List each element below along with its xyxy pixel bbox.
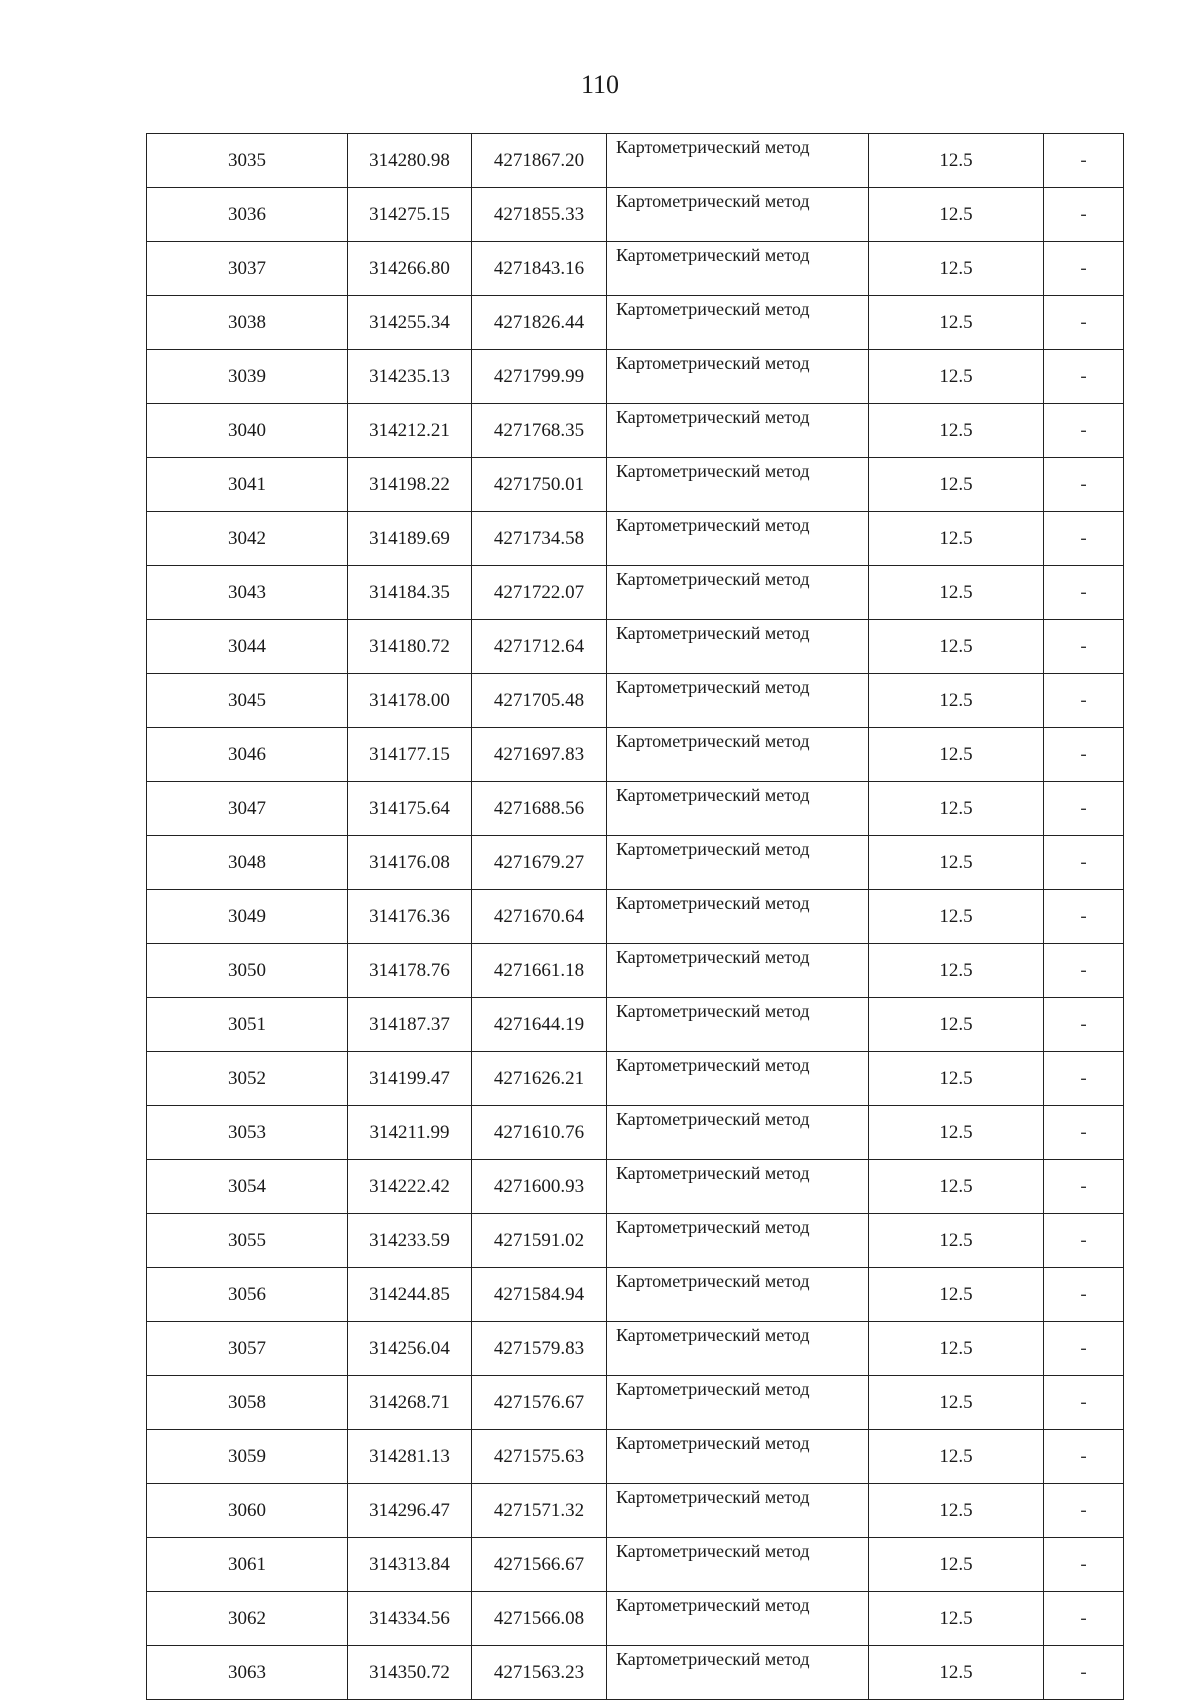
accuracy-cell: 12.5 [869,782,1044,836]
point-number-cell: 3063 [147,1646,348,1700]
note-cell: - [1044,350,1124,404]
note-cell: - [1044,458,1124,512]
table-row [147,998,1124,1052]
table-row [147,134,1124,188]
coordinates-table [146,133,1124,1700]
note-cell: - [1044,1268,1124,1322]
point-number-cell: 3035 [147,134,348,188]
x-coordinate-cell: 314244.85 [348,1268,472,1322]
method-cell: Картометрический метод [607,134,869,188]
page-number: 110 [580,70,620,99]
x-coordinate-cell: 314222.42 [348,1160,472,1214]
y-coordinate-cell: 4271867.20 [472,134,607,188]
y-coordinate-cell: 4271855.33 [472,188,607,242]
accuracy-cell: 12.5 [869,1322,1044,1376]
method-cell: Картометрический метод [607,1322,869,1376]
table-row [147,1268,1124,1322]
y-coordinate-cell: 4271734.58 [472,512,607,566]
x-coordinate-cell: 314175.64 [348,782,472,836]
point-number-cell: 3042 [147,512,348,566]
point-number-cell: 3047 [147,782,348,836]
point-number-cell: 3045 [147,674,348,728]
x-coordinate-cell: 314334.56 [348,1592,472,1646]
note-cell: - [1044,1376,1124,1430]
table-body [147,134,1124,1700]
method-cell: Картометрический метод [607,1646,869,1700]
accuracy-cell: 12.5 [869,1376,1044,1430]
note-cell: - [1044,1538,1124,1592]
y-coordinate-cell: 4271799.99 [472,350,607,404]
method-cell: Картометрический метод [607,782,869,836]
y-coordinate-cell: 4271644.19 [472,998,607,1052]
table-row [147,350,1124,404]
table-row [147,1484,1124,1538]
y-coordinate-cell: 4271722.07 [472,566,607,620]
point-number-cell: 3046 [147,728,348,782]
x-coordinate-cell: 314255.34 [348,296,472,350]
method-cell: Картометрический метод [607,998,869,1052]
method-cell: Картометрический метод [607,890,869,944]
accuracy-cell: 12.5 [869,1160,1044,1214]
point-number-cell: 3059 [147,1430,348,1484]
note-cell: - [1044,1160,1124,1214]
table-row [147,404,1124,458]
y-coordinate-cell: 4271579.83 [472,1322,607,1376]
y-coordinate-cell: 4271566.08 [472,1592,607,1646]
note-cell: - [1044,1106,1124,1160]
point-number-cell: 3043 [147,566,348,620]
note-cell: - [1044,566,1124,620]
point-number-cell: 3062 [147,1592,348,1646]
x-coordinate-cell: 314198.22 [348,458,472,512]
table-row [147,1106,1124,1160]
table-row [147,890,1124,944]
method-cell: Картометрический метод [607,1106,869,1160]
y-coordinate-cell: 4271705.48 [472,674,607,728]
point-number-cell: 3056 [147,1268,348,1322]
point-number-cell: 3061 [147,1538,348,1592]
note-cell: - [1044,134,1124,188]
x-coordinate-cell: 314350.72 [348,1646,472,1700]
table-row [147,782,1124,836]
note-cell: - [1044,836,1124,890]
accuracy-cell: 12.5 [869,836,1044,890]
note-cell: - [1044,512,1124,566]
table-row [147,1538,1124,1592]
y-coordinate-cell: 4271826.44 [472,296,607,350]
note-cell: - [1044,1214,1124,1268]
method-cell: Картометрический метод [607,728,869,782]
x-coordinate-cell: 314199.47 [348,1052,472,1106]
note-cell: - [1044,620,1124,674]
x-coordinate-cell: 314176.36 [348,890,472,944]
x-coordinate-cell: 314275.15 [348,188,472,242]
accuracy-cell: 12.5 [869,404,1044,458]
method-cell: Картометрический метод [607,404,869,458]
accuracy-cell: 12.5 [869,242,1044,296]
accuracy-cell: 12.5 [869,1646,1044,1700]
x-coordinate-cell: 314184.35 [348,566,472,620]
accuracy-cell: 12.5 [869,890,1044,944]
method-cell: Картометрический метод [607,620,869,674]
accuracy-cell: 12.5 [869,350,1044,404]
x-coordinate-cell: 314211.99 [348,1106,472,1160]
table-row [147,512,1124,566]
y-coordinate-cell: 4271697.83 [472,728,607,782]
accuracy-cell: 12.5 [869,1052,1044,1106]
point-number-cell: 3058 [147,1376,348,1430]
point-number-cell: 3049 [147,890,348,944]
accuracy-cell: 12.5 [869,458,1044,512]
x-coordinate-cell: 314233.59 [348,1214,472,1268]
x-coordinate-cell: 314189.69 [348,512,472,566]
y-coordinate-cell: 4271750.01 [472,458,607,512]
accuracy-cell: 12.5 [869,1268,1044,1322]
y-coordinate-cell: 4271712.64 [472,620,607,674]
table-row [147,1214,1124,1268]
table-row [147,728,1124,782]
accuracy-cell: 12.5 [869,296,1044,350]
point-number-cell: 3037 [147,242,348,296]
y-coordinate-cell: 4271591.02 [472,1214,607,1268]
method-cell: Картометрический метод [607,1052,869,1106]
note-cell: - [1044,1646,1124,1700]
point-number-cell: 3053 [147,1106,348,1160]
y-coordinate-cell: 4271571.32 [472,1484,607,1538]
note-cell: - [1044,1430,1124,1484]
table-row [147,296,1124,350]
x-coordinate-cell: 314180.72 [348,620,472,674]
method-cell: Картометрический метод [607,1430,869,1484]
table-row [147,1052,1124,1106]
accuracy-cell: 12.5 [869,1538,1044,1592]
x-coordinate-cell: 314178.00 [348,674,472,728]
table-row [147,1322,1124,1376]
accuracy-cell: 12.5 [869,620,1044,674]
method-cell: Картометрический метод [607,512,869,566]
x-coordinate-cell: 314256.04 [348,1322,472,1376]
y-coordinate-cell: 4271626.21 [472,1052,607,1106]
y-coordinate-cell: 4271688.56 [472,782,607,836]
note-cell: - [1044,728,1124,782]
method-cell: Картометрический метод [607,1592,869,1646]
x-coordinate-cell: 314313.84 [348,1538,472,1592]
note-cell: - [1044,998,1124,1052]
y-coordinate-cell: 4271610.76 [472,1106,607,1160]
point-number-cell: 3051 [147,998,348,1052]
table-row [147,1430,1124,1484]
x-coordinate-cell: 314212.21 [348,404,472,458]
table-row [147,188,1124,242]
method-cell: Картометрический метод [607,242,869,296]
point-number-cell: 3057 [147,1322,348,1376]
x-coordinate-cell: 314266.80 [348,242,472,296]
accuracy-cell: 12.5 [869,566,1044,620]
note-cell: - [1044,1484,1124,1538]
table-row [147,674,1124,728]
method-cell: Картометрический метод [607,674,869,728]
method-cell: Картометрический метод [607,1160,869,1214]
accuracy-cell: 12.5 [869,728,1044,782]
x-coordinate-cell: 314177.15 [348,728,472,782]
method-cell: Картометрический метод [607,458,869,512]
note-cell: - [1044,1592,1124,1646]
table-row [147,566,1124,620]
x-coordinate-cell: 314296.47 [348,1484,472,1538]
note-cell: - [1044,242,1124,296]
accuracy-cell: 12.5 [869,1214,1044,1268]
y-coordinate-cell: 4271679.27 [472,836,607,890]
y-coordinate-cell: 4271563.23 [472,1646,607,1700]
y-coordinate-cell: 4271843.16 [472,242,607,296]
method-cell: Картометрический метод [607,944,869,998]
method-cell: Картометрический метод [607,350,869,404]
accuracy-cell: 12.5 [869,512,1044,566]
method-cell: Картометрический метод [607,188,869,242]
note-cell: - [1044,296,1124,350]
point-number-cell: 3060 [147,1484,348,1538]
point-number-cell: 3040 [147,404,348,458]
point-number-cell: 3054 [147,1160,348,1214]
note-cell: - [1044,674,1124,728]
table-row [147,242,1124,296]
y-coordinate-cell: 4271661.18 [472,944,607,998]
accuracy-cell: 12.5 [869,674,1044,728]
table-row [147,1646,1124,1700]
method-cell: Картометрический метод [607,1484,869,1538]
x-coordinate-cell: 314178.76 [348,944,472,998]
accuracy-cell: 12.5 [869,134,1044,188]
accuracy-cell: 12.5 [869,1430,1044,1484]
note-cell: - [1044,404,1124,458]
x-coordinate-cell: 314281.13 [348,1430,472,1484]
note-cell: - [1044,1052,1124,1106]
x-coordinate-cell: 314235.13 [348,350,472,404]
table-row [147,944,1124,998]
y-coordinate-cell: 4271670.64 [472,890,607,944]
y-coordinate-cell: 4271584.94 [472,1268,607,1322]
point-number-cell: 3055 [147,1214,348,1268]
table-row [147,620,1124,674]
point-number-cell: 3036 [147,188,348,242]
note-cell: - [1044,782,1124,836]
note-cell: - [1044,1322,1124,1376]
accuracy-cell: 12.5 [869,998,1044,1052]
method-cell: Картометрический метод [607,1376,869,1430]
method-cell: Картометрический метод [607,1214,869,1268]
x-coordinate-cell: 314187.37 [348,998,472,1052]
point-number-cell: 3038 [147,296,348,350]
note-cell: - [1044,890,1124,944]
method-cell: Картометрический метод [607,1268,869,1322]
y-coordinate-cell: 4271576.67 [472,1376,607,1430]
table-row [147,458,1124,512]
accuracy-cell: 12.5 [869,1484,1044,1538]
x-coordinate-cell: 314280.98 [348,134,472,188]
table-row [147,1592,1124,1646]
y-coordinate-cell: 4271575.63 [472,1430,607,1484]
point-number-cell: 3052 [147,1052,348,1106]
method-cell: Картометрический метод [607,566,869,620]
table-row [147,836,1124,890]
note-cell: - [1044,944,1124,998]
accuracy-cell: 12.5 [869,944,1044,998]
accuracy-cell: 12.5 [869,1106,1044,1160]
y-coordinate-cell: 4271566.67 [472,1538,607,1592]
point-number-cell: 3050 [147,944,348,998]
table-row [147,1376,1124,1430]
method-cell: Картометрический метод [607,836,869,890]
accuracy-cell: 12.5 [869,188,1044,242]
point-number-cell: 3048 [147,836,348,890]
point-number-cell: 3044 [147,620,348,674]
x-coordinate-cell: 314268.71 [348,1376,472,1430]
method-cell: Картометрический метод [607,296,869,350]
table-row [147,1160,1124,1214]
point-number-cell: 3039 [147,350,348,404]
y-coordinate-cell: 4271768.35 [472,404,607,458]
note-cell: - [1044,188,1124,242]
y-coordinate-cell: 4271600.93 [472,1160,607,1214]
accuracy-cell: 12.5 [869,1592,1044,1646]
x-coordinate-cell: 314176.08 [348,836,472,890]
method-cell: Картометрический метод [607,1538,869,1592]
point-number-cell: 3041 [147,458,348,512]
